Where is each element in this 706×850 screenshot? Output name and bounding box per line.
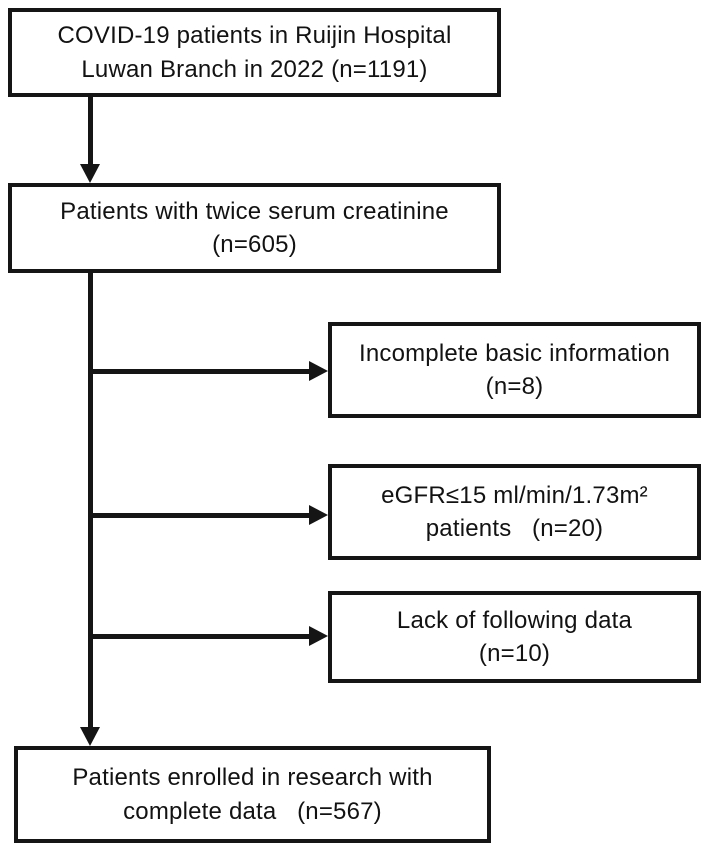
arrowhead-down-icon: [80, 727, 100, 746]
flow-box-excluded-egfr: [328, 464, 701, 560]
flow-box-excl2-line1: eGFR≤15 ml/min/1.73m²: [381, 481, 648, 509]
flow-box-initial-line1: COVID-19 patients in Ruijin Hospital: [57, 22, 452, 50]
flow-box-enrolled-line2: complete data (n=567): [123, 797, 382, 825]
connector-branch-incomplete-info: [88, 369, 310, 374]
arrowhead-right-icon: [309, 505, 328, 525]
flow-box-excl3-line2: (n=10): [478, 640, 551, 667]
arrowhead-down-icon: [80, 164, 100, 183]
flow-box-enrolled-line1: Patients enrolled in research with: [72, 764, 433, 792]
flow-box-twice-line2: (n=605): [212, 231, 297, 258]
flow-box-excl3-line1: Lack of following data: [396, 606, 633, 634]
connector-initial-to-twice: [88, 96, 93, 166]
flow-box-initial-cohort: [8, 8, 501, 97]
flow-box-excl1-line2: (n=8): [485, 373, 544, 400]
flow-box-excluded-incomplete-info: [328, 322, 701, 418]
flow-box-excl2-line2: patients (n=20): [425, 515, 604, 542]
flow-box-twice-line1: Patients with twice serum creatinine: [60, 197, 449, 225]
flow-box-enrolled: [14, 746, 491, 843]
flow-box-excl1-line1: Incomplete basic information: [358, 339, 671, 367]
flow-box-excluded-missing-data: [328, 591, 701, 683]
connector-twice-to-enrolled: [88, 272, 93, 728]
arrowhead-right-icon: [309, 361, 328, 381]
connector-branch-egfr: [88, 513, 310, 518]
flow-box-initial-line2: Luwan Branch in 2022 (n=1191): [81, 55, 428, 83]
flow-box-twice-creatinine: [8, 183, 501, 273]
connector-branch-missing-data: [88, 634, 310, 639]
arrowhead-right-icon: [309, 626, 328, 646]
